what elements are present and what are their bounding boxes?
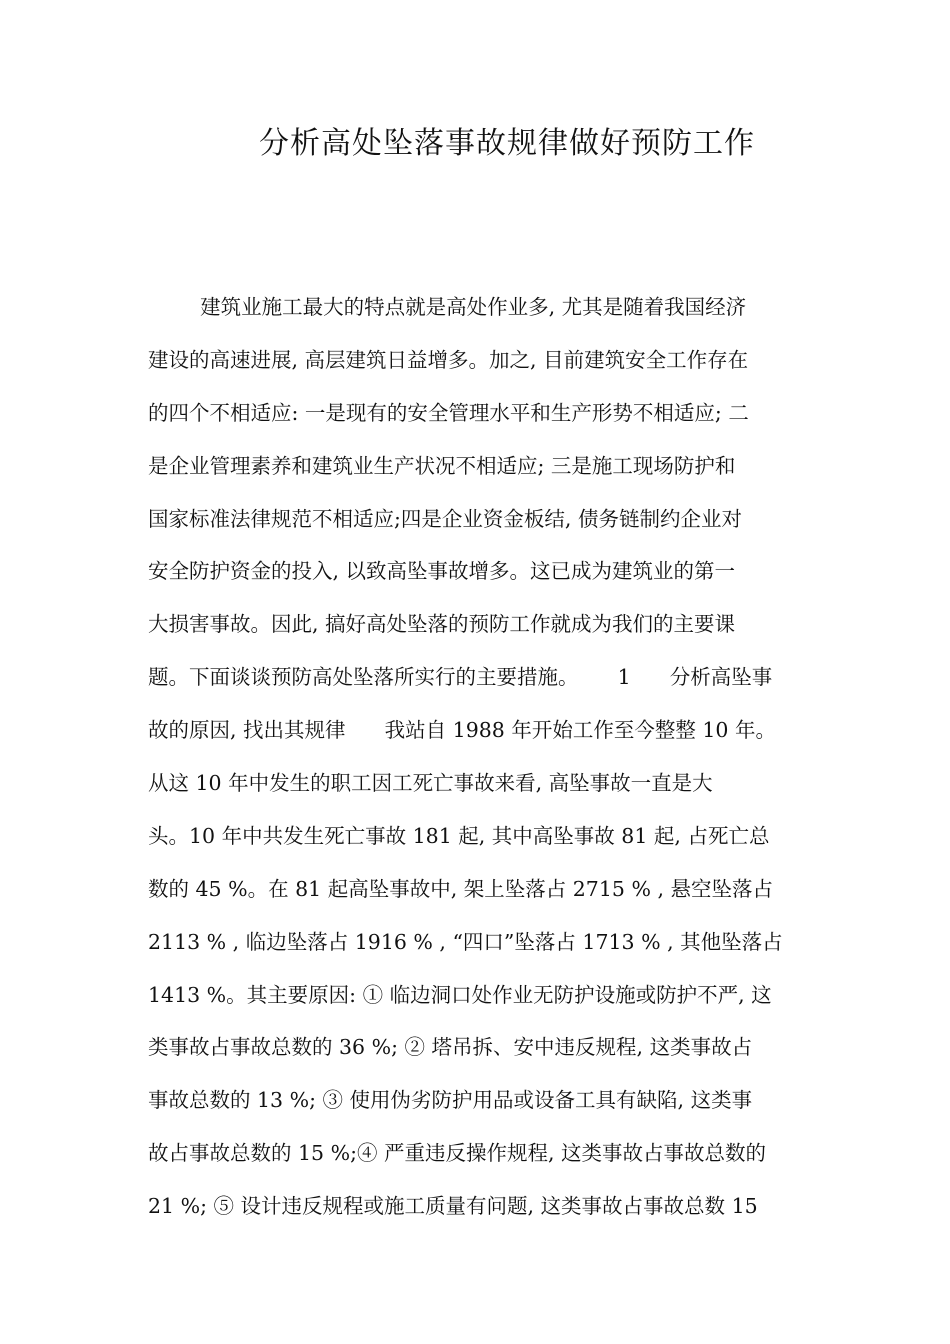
body-line: 题。下面谈谈预防高处坠落所实行的主要措施。 1 分析高坠事 xyxy=(148,665,773,690)
body-line: 建筑业施工最大的特点就是高处作业多, 尤其是随着我国经济 xyxy=(148,295,747,319)
document-body xyxy=(148,287,818,1239)
body-line: 2113 % , 临边坠落占 1916 % , “四口”坠落占 1713 % , 其他坠落占 xyxy=(148,929,783,954)
body-line: 21 %; ⑤ 设计违反规程或施工质量有问题, 这类事故占事故总数 15 xyxy=(148,1194,758,1219)
document-title: 分析高处坠落事故规律做好预防工作 xyxy=(259,126,755,161)
body-line: 的四个不相适应: 一是现有的安全管理水平和生产形势不相适应; 二 xyxy=(148,400,749,425)
body-line: 故的原因, 找出其规律 我站自 1988 年开始工作至今整整 10 年。 xyxy=(148,718,776,743)
body-line: 从这 10 年中发生的职工因工死亡事故来看, 高坠事故一直是大 xyxy=(148,771,713,796)
body-line: 事故总数的 13 %; ③ 使用伪劣防护用品或设备工具有缺陷, 这类事 xyxy=(148,1088,753,1113)
body-line: 建设的高速进展, 高层建筑日益增多。加之, 目前建筑安全工作存在 xyxy=(148,347,749,372)
body-line: 头。10 年中共发生死亡事故 181 起, 其中高坠事故 81 起, 占死亡总 xyxy=(148,823,770,848)
body-line: 数的 45 %。在 81 起高坠事故中, 架上坠落占 2715 % , 悬空坠落占 xyxy=(148,876,773,901)
body-line: 大损害事故。因此, 搞好高处坠落的预防工作就成为我们的主要课 xyxy=(148,612,736,637)
body-line: 故占事故总数的 15 %;④ 严重违反操作规程, 这类事故占事故总数的 xyxy=(148,1141,767,1166)
body-line: 1413 %。其主要原因: ① 临边洞口处作业无防护设施或防护不严, 这 xyxy=(148,982,772,1007)
body-line: 是企业管理素养和建筑业生产状况不相适应; 三是施工现场防护和 xyxy=(148,453,736,478)
body-line: 类事故占事故总数的 36 %; ② 塔吊拆、安中违反规程, 这类事故占 xyxy=(148,1035,753,1060)
body-line: 安全防护资金的投入, 以致高坠事故增多。这已成为建筑业的第一 xyxy=(148,559,736,584)
body-line: 国家标准法律规范不相适应;四是企业资金板结, 债务链制约企业对 xyxy=(148,506,742,531)
